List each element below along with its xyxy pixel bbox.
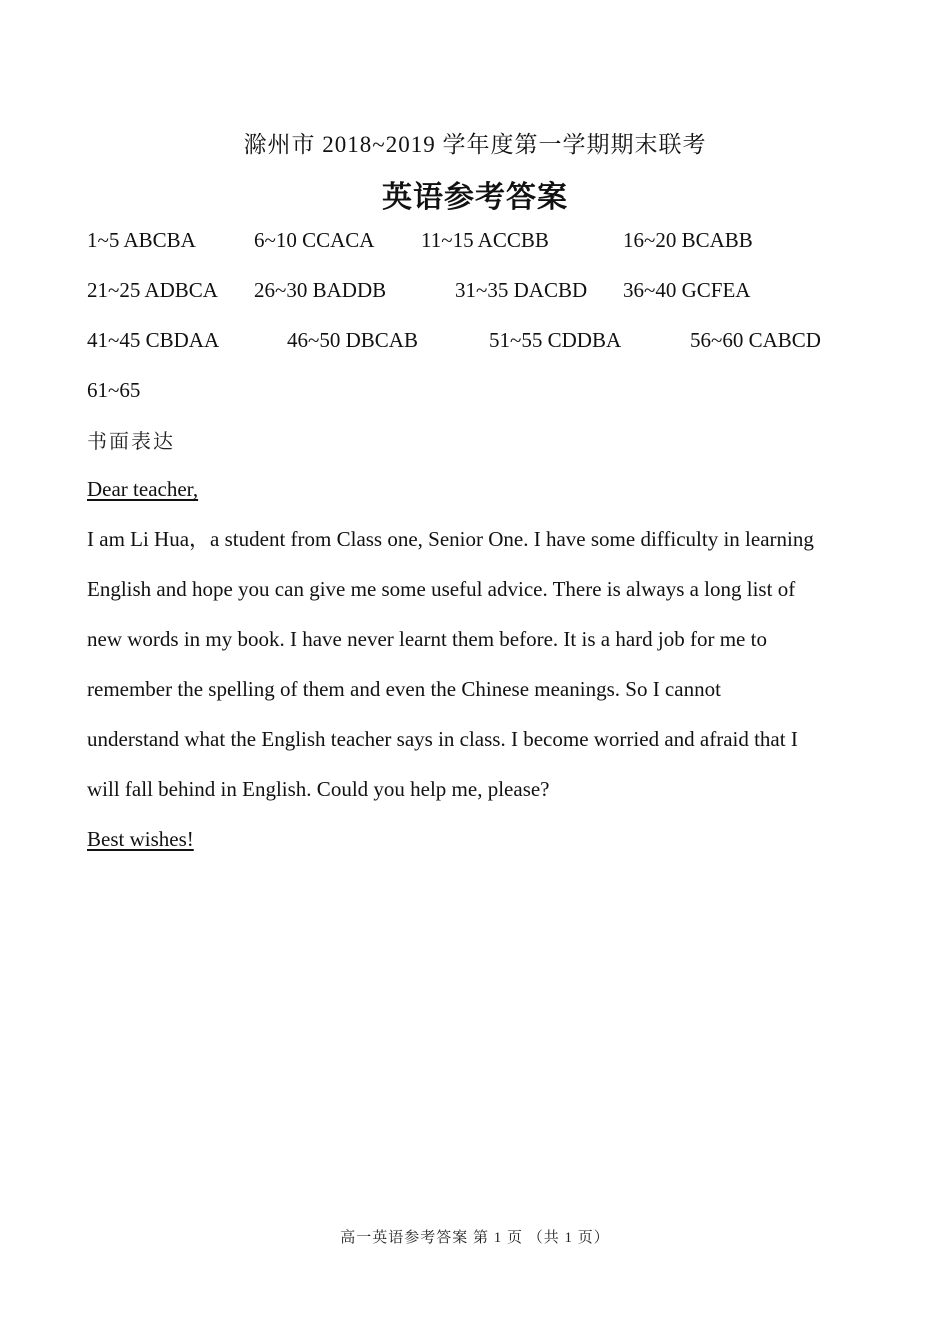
letter-closing: Best wishes! <box>87 827 194 851</box>
answer-group: 51~55 CDDBA <box>489 328 622 352</box>
letter-body-line: I am Li Hua，a student from Class one, Senior One. I have some difficulty in learning <box>87 527 814 551</box>
answer-group: 21~25 ADBCA <box>87 278 218 302</box>
letter-greeting: Dear teacher, <box>87 477 199 501</box>
answer-key-heading: 英语参考答案 <box>382 180 568 215</box>
answer-group: 31~35 DACBD <box>455 278 588 302</box>
letter-body-line: understand what the English teacher says in class. I become worried and afraid that I <box>87 727 798 751</box>
letter-body-line: will fall behind in English. Could you help me, please? <box>87 777 550 801</box>
answer-group: 1~5 ABCBA <box>87 228 196 252</box>
letter-body-line: remember the spelling of them and even the Chinese meanings. So I cannot <box>87 677 721 701</box>
answer-group: 61~65 <box>87 378 141 402</box>
answer-group: 26~30 BADDB <box>254 278 387 302</box>
page-footer: 高一英语参考答案 第 1 页 （共 1 页） <box>340 1230 610 1246</box>
answer-group: 46~50 DBCAB <box>287 328 418 352</box>
answer-group: 41~45 CBDAA <box>87 328 220 352</box>
letter-body-line: new words in my book. I have never learnt them before. It is a hard job for me to <box>87 627 767 651</box>
writing-section-label: 书面表达 <box>87 431 175 453</box>
letter-body-line: English and hope you can give me some useful advice. There is always a long list of <box>87 577 796 601</box>
answer-group: 16~20 BCABB <box>623 228 753 252</box>
answer-group: 56~60 CABCD <box>690 328 821 352</box>
answer-group: 11~15 ACCBB <box>421 228 549 252</box>
exam-title: 滁州市 2018~2019 学年度第一学期期末联考 <box>243 132 707 157</box>
answer-group: 36~40 GCFEA <box>623 278 751 302</box>
answer-group: 6~10 CCACA <box>254 228 375 252</box>
